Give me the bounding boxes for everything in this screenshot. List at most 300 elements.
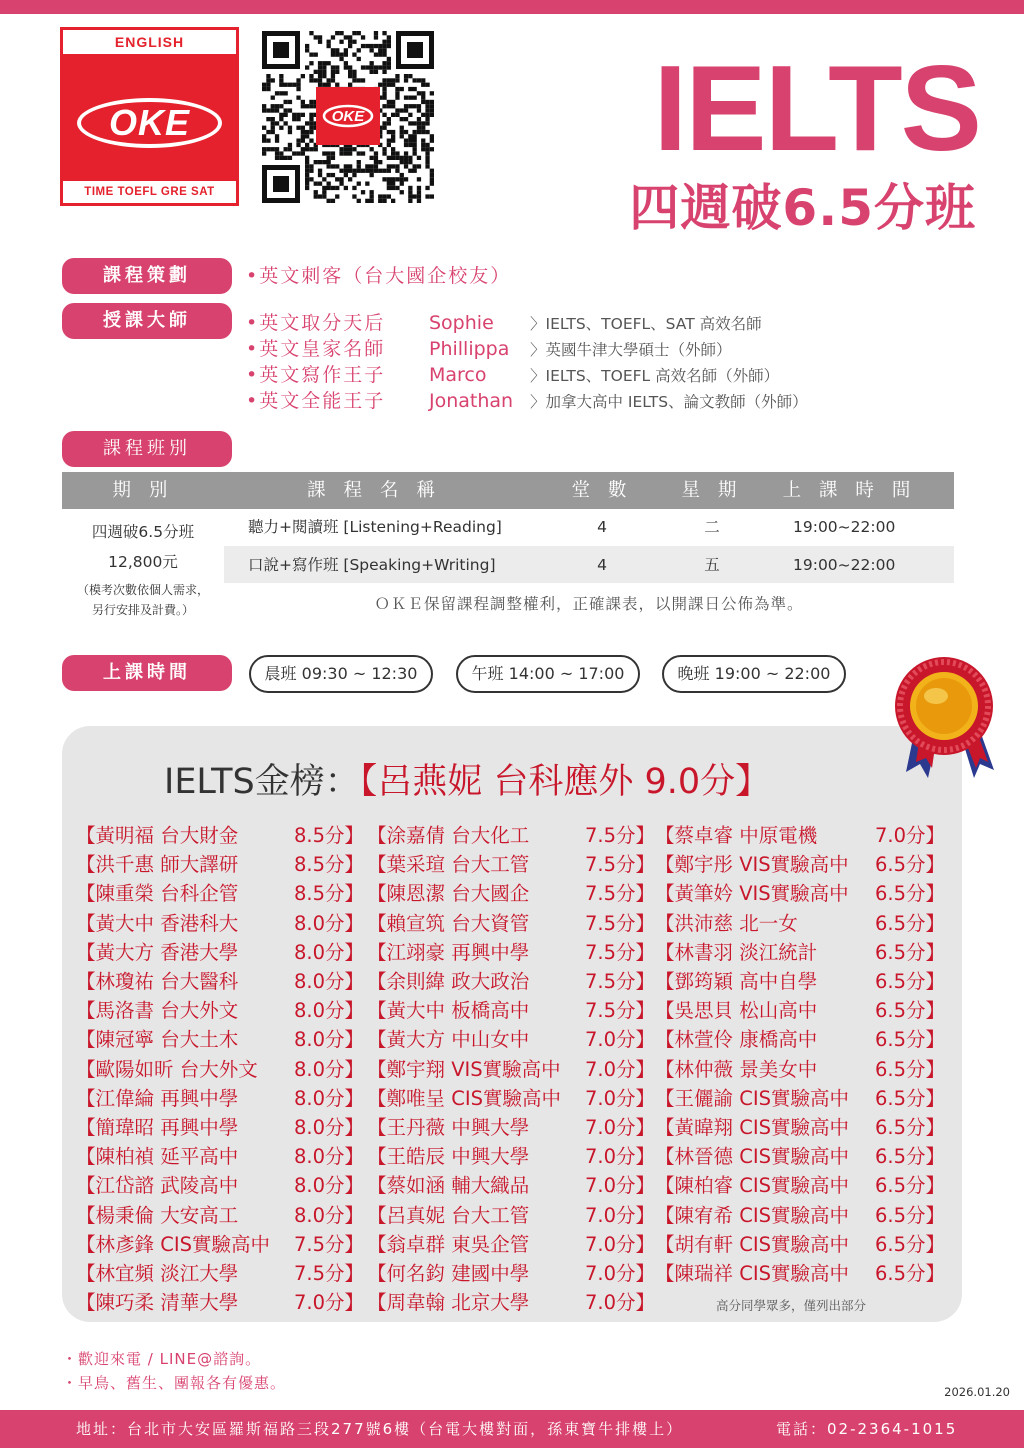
qr-module <box>348 177 352 181</box>
honor-entry <box>367 1055 655 1084</box>
qr-module <box>322 194 326 198</box>
qr-module <box>296 83 300 87</box>
qr-module <box>417 156 421 160</box>
qr-module <box>348 83 352 87</box>
qr-module <box>305 143 309 147</box>
honor-student: 【陳冠寧 台大土木 <box>76 1028 239 1052</box>
qr-module <box>344 151 348 155</box>
qr-module <box>344 61 348 65</box>
qr-module <box>408 121 412 125</box>
qr-module <box>400 117 404 121</box>
qr-module <box>395 186 399 190</box>
honor-student: 【黃大中 板橋高中 <box>367 999 530 1023</box>
teacher-title: •英文皇家名師 <box>246 338 386 360</box>
honor-entry <box>76 1025 364 1054</box>
honor-entry <box>655 1201 945 1230</box>
qr-module <box>382 113 386 117</box>
honor-score: 7.5分】 <box>293 1262 364 1285</box>
qr-module <box>314 147 318 151</box>
honor-score: 6.5分】 <box>874 882 945 906</box>
qr-module <box>327 151 331 155</box>
qr-module <box>404 108 408 112</box>
qr-module <box>275 108 279 112</box>
honor-student: 【林宜頻 淡江大學 <box>76 1262 239 1285</box>
qr-module <box>266 117 270 121</box>
qr-module <box>425 160 429 164</box>
qr-module <box>357 160 361 164</box>
qr-module <box>391 83 395 87</box>
qr-module <box>404 104 408 108</box>
honor-student: 【黃大中 香港科大 <box>76 911 239 935</box>
qr-module <box>279 113 283 117</box>
honor-score: 6.5分】 <box>874 1203 945 1227</box>
qr-module <box>314 70 318 74</box>
qr-module <box>378 65 382 69</box>
qr-module <box>404 177 408 181</box>
qr-module <box>421 78 425 82</box>
qr-module <box>344 53 348 57</box>
qr-module <box>421 100 425 104</box>
qr-code[interactable] <box>262 31 434 203</box>
honor-student: 【黃明福 台大財金 <box>76 824 239 847</box>
honor-score: 7.0分】 <box>584 1145 655 1169</box>
qr-module <box>296 143 300 147</box>
qr-module <box>352 70 356 74</box>
honor-student: 【江偉綸 再興中學 <box>76 1086 239 1110</box>
logo-brand: OKE <box>77 98 222 148</box>
qr-module <box>271 104 275 108</box>
qr-module <box>361 44 365 48</box>
qr-module <box>266 83 270 87</box>
honor-entry <box>367 1142 655 1171</box>
qr-module <box>413 104 417 108</box>
qr-module <box>408 190 412 194</box>
honor-student: 【鄭宇彤 VIS實驗高中 <box>655 853 849 877</box>
honor-entry <box>367 1288 655 1317</box>
honor-score: 7.5分】 <box>584 882 655 906</box>
qr-module <box>387 78 391 82</box>
honor-student: 【林晉德 CIS實驗高中 <box>655 1145 849 1169</box>
qr-module <box>309 100 313 104</box>
qr-module <box>279 156 283 160</box>
teacher-title: •英文寫作王子 <box>246 364 386 386</box>
honor-score: 8.0分】 <box>293 970 364 993</box>
discount-note: ・早鳥、舊生、團報各有優惠。 <box>62 1374 287 1392</box>
qr-module <box>361 190 365 194</box>
honor-student: 【葉采瑄 台大工管 <box>367 853 530 877</box>
honor-score: 7.5分】 <box>584 940 655 964</box>
qr-module <box>408 139 412 143</box>
qr-module <box>284 83 288 87</box>
qr-module <box>421 91 425 95</box>
qr-module <box>382 40 386 44</box>
qr-module <box>262 83 266 87</box>
qr-module <box>348 151 352 155</box>
page-subtitle: 四週破6.5分班 <box>629 179 976 237</box>
qr-module <box>318 61 322 65</box>
qr-module <box>271 96 275 100</box>
qr-module <box>275 91 279 95</box>
qr-module <box>339 147 343 151</box>
qr-module <box>327 83 331 87</box>
qr-module <box>271 108 275 112</box>
qr-module <box>425 194 429 198</box>
qr-module <box>339 31 343 35</box>
qr-module <box>374 156 378 160</box>
qr-module <box>361 78 365 82</box>
qr-module <box>395 96 399 100</box>
qr-module <box>370 194 374 198</box>
qr-module <box>404 117 408 121</box>
teacher-desc: 〉IELTS、TOEFL 高效名師（外師） <box>530 367 780 385</box>
qr-module <box>408 186 412 190</box>
qr-module <box>387 44 391 48</box>
qr-module <box>296 139 300 143</box>
qr-module <box>327 186 331 190</box>
honor-student: 【黃大方 中山女中 <box>367 1028 530 1052</box>
qr-module <box>387 35 391 39</box>
qr-module <box>404 96 408 100</box>
qr-module <box>348 65 352 69</box>
qr-module <box>262 147 266 151</box>
qr-module <box>305 147 309 151</box>
qr-module <box>413 121 417 125</box>
qr-module <box>348 70 352 74</box>
qr-module <box>425 156 429 160</box>
honor-score: 7.0分】 <box>584 1262 655 1285</box>
qr-module <box>288 126 292 130</box>
honor-score: 7.0分】 <box>584 1028 655 1052</box>
qr-module <box>417 199 421 203</box>
honor-entry <box>655 821 945 850</box>
honor-student: 【陳柏睿 CIS實驗高中 <box>655 1174 849 1198</box>
qr-module <box>305 134 309 138</box>
qr-module <box>318 74 322 78</box>
qr-module <box>382 199 386 203</box>
qr-module <box>327 199 331 203</box>
qr-module <box>430 177 434 181</box>
qr-module <box>400 173 404 177</box>
qr-module <box>413 96 417 100</box>
qr-module <box>344 169 348 173</box>
qr-module <box>382 78 386 82</box>
honor-score: 8.0分】 <box>293 1057 364 1081</box>
qr-module <box>425 113 429 117</box>
qr-module <box>352 31 356 35</box>
qr-module <box>391 151 395 155</box>
honor-student: 【翁卓群 東吳企管 <box>367 1232 530 1256</box>
honor-entry <box>367 1171 655 1200</box>
qr-module <box>387 143 391 147</box>
qr-module <box>271 126 275 130</box>
honor-student: 【何名鈞 建國中學 <box>367 1262 530 1285</box>
qr-module <box>404 78 408 82</box>
qr-module <box>425 104 429 108</box>
qr-module <box>365 169 369 173</box>
qr-module <box>327 160 331 164</box>
qr-module <box>357 199 361 203</box>
qr-module <box>417 91 421 95</box>
phone-text[interactable]: 電話：02-2364-1015 <box>776 1420 958 1438</box>
qr-module <box>408 160 412 164</box>
qr-module <box>305 156 309 160</box>
qr-module <box>344 48 348 52</box>
qr-module <box>327 78 331 82</box>
honor-entry <box>76 1113 364 1142</box>
qr-module <box>292 151 296 155</box>
course-time: 19:00~22:00 <box>793 518 896 536</box>
qr-module <box>275 147 279 151</box>
qr-module <box>421 83 425 87</box>
qr-module <box>374 164 378 168</box>
honor-score: 7.5分】 <box>584 853 655 877</box>
qr-module <box>417 78 421 82</box>
honor-entry <box>367 996 655 1025</box>
qr-module <box>279 78 283 82</box>
honor-score: 6.5分】 <box>874 1116 945 1139</box>
qr-module <box>339 169 343 173</box>
honor-entry <box>76 1171 364 1200</box>
qr-module <box>365 182 369 186</box>
qr-module <box>400 190 404 194</box>
oke-logo <box>60 27 239 206</box>
qr-module <box>430 182 434 186</box>
qr-module <box>322 65 326 69</box>
qr-module <box>352 53 356 57</box>
honor-entry <box>655 1230 945 1259</box>
honor-entry <box>655 850 945 879</box>
qr-module <box>331 199 335 203</box>
qr-module <box>404 74 408 78</box>
honor-score: 8.0分】 <box>293 1203 364 1227</box>
honor-entry <box>367 967 655 996</box>
qr-module <box>309 169 313 173</box>
qr-module <box>408 134 412 138</box>
qr-module <box>348 169 352 173</box>
qr-module <box>305 164 309 168</box>
honor-student: 【呂真妮 台大工管 <box>367 1203 530 1227</box>
qr-module <box>391 147 395 151</box>
honor-student: 【簡瑋昭 再興中學 <box>76 1116 239 1139</box>
qr-module <box>279 104 283 108</box>
qr-module <box>309 31 313 35</box>
honor-student: 【王皓辰 中興大學 <box>367 1145 530 1169</box>
qr-module <box>395 151 399 155</box>
qr-module <box>413 143 417 147</box>
qr-module <box>395 164 399 168</box>
contact-note: ・歡迎來電 / LINE@諮詢。 <box>62 1350 262 1368</box>
qr-module <box>408 143 412 147</box>
price-note-line: 另行安排及計費。） <box>91 603 194 617</box>
qr-module <box>288 83 292 87</box>
qr-module <box>378 169 382 173</box>
qr-module <box>352 74 356 78</box>
qr-module <box>266 87 270 91</box>
honor-score: 8.5分】 <box>293 853 364 877</box>
qr-module <box>387 65 391 69</box>
qr-module <box>318 40 322 44</box>
qr-module <box>370 190 374 194</box>
qr-module <box>335 177 339 181</box>
qr-module <box>400 182 404 186</box>
qr-module <box>348 74 352 78</box>
qr-module <box>387 100 391 104</box>
honor-score: 7.0分】 <box>584 1232 655 1256</box>
qr-module <box>395 177 399 181</box>
qr-module <box>318 35 322 39</box>
qr-module <box>387 130 391 134</box>
qr-module <box>344 164 348 168</box>
qr-module <box>275 151 279 155</box>
course-day: 五 <box>704 556 720 574</box>
teacher-desc: 〉英國牛津大學碩士（外師） <box>530 341 732 359</box>
qr-module <box>395 108 399 112</box>
qr-module <box>408 74 412 78</box>
qr-module <box>370 147 374 151</box>
qr-module <box>408 199 412 203</box>
qr-module <box>266 108 270 112</box>
header-time: 上 課 時 間 <box>782 480 917 501</box>
qr-module <box>339 177 343 181</box>
qr-module <box>413 87 417 91</box>
qr-module <box>370 61 374 65</box>
qr-module <box>301 139 305 143</box>
honor-score: 7.5分】 <box>584 824 655 847</box>
qr-module <box>378 160 382 164</box>
honor-score: 8.0分】 <box>293 1086 364 1110</box>
qr-module <box>309 164 313 168</box>
qr-module <box>271 130 275 134</box>
header-course-name: 課 程 名 稱 <box>307 480 441 501</box>
honor-entry <box>367 909 655 938</box>
qr-module <box>391 182 395 186</box>
qr-module <box>322 190 326 194</box>
honor-student: 【陳柏禎 延平高中 <box>76 1145 239 1169</box>
qr-module <box>365 44 369 48</box>
honor-score: 6.5分】 <box>874 970 945 993</box>
qr-module <box>331 186 335 190</box>
qr-module <box>288 156 292 160</box>
qr-module <box>357 78 361 82</box>
qr-module <box>266 78 270 82</box>
qr-module <box>391 100 395 104</box>
qr-module <box>391 134 395 138</box>
qr-module <box>421 113 425 117</box>
qr-module <box>370 164 374 168</box>
honor-score: 6.5分】 <box>874 999 945 1023</box>
honor-score: 7.0分】 <box>584 1174 655 1198</box>
honor-entry <box>76 1288 364 1317</box>
qr-module <box>309 126 313 130</box>
honor-score: 6.5分】 <box>874 1262 945 1285</box>
qr-module <box>413 134 417 138</box>
honor-student: 【洪千惠 師大譯研 <box>76 853 239 877</box>
qr-module <box>262 151 266 155</box>
afternoon-slot: 午班 14:00 ~ 17:00 <box>456 655 640 693</box>
qr-module <box>331 74 335 78</box>
qr-module <box>314 194 318 198</box>
qr-module <box>374 151 378 155</box>
honor-score: 7.0分】 <box>584 1086 655 1110</box>
qr-module <box>404 156 408 160</box>
qr-module <box>288 143 292 147</box>
qr-module <box>352 78 356 82</box>
honor-score: 7.5分】 <box>293 1232 364 1256</box>
qr-module <box>275 121 279 125</box>
evening-slot: 晚班 19:00 ~ 22:00 <box>662 655 846 693</box>
qr-module <box>352 147 356 151</box>
qr-module <box>417 108 421 112</box>
qr-module <box>417 194 421 198</box>
qr-module <box>331 173 335 177</box>
qr-module <box>417 130 421 134</box>
honor-entry <box>76 1230 364 1259</box>
qr-module <box>400 177 404 181</box>
honor-student: 【林瓊祐 台大醫科 <box>76 970 239 993</box>
honor-entry <box>655 1084 945 1113</box>
qr-module <box>327 61 331 65</box>
qr-module <box>266 130 270 134</box>
planning-value: •英文刺客（台大國企校友） <box>246 265 512 287</box>
qr-module <box>309 147 313 151</box>
qr-module <box>262 108 266 112</box>
qr-module <box>391 139 395 143</box>
honor-student: 【馬洛書 台大外文 <box>76 999 239 1023</box>
qr-module <box>400 130 404 134</box>
qr-module <box>417 121 421 125</box>
qr-module <box>400 156 404 160</box>
qr-module <box>382 121 386 125</box>
qr-module <box>374 70 378 74</box>
teacher-desc: 〉加拿大高中 IELTS、論文教師（外師） <box>530 393 808 411</box>
qr-module <box>318 70 322 74</box>
qr-module <box>430 173 434 177</box>
qr-module <box>284 108 288 112</box>
qr-module <box>417 117 421 121</box>
qr-module <box>301 100 305 104</box>
qr-module <box>382 53 386 57</box>
qr-module <box>309 177 313 181</box>
qr-module <box>352 169 356 173</box>
qr-module <box>408 156 412 160</box>
qr-module <box>357 48 361 52</box>
planning-label: 課程策劃 <box>62 258 232 294</box>
honor-entry <box>367 1201 655 1230</box>
qr-module <box>408 194 412 198</box>
teacher-row <box>246 310 886 336</box>
qr-module <box>352 40 356 44</box>
qr-module <box>288 130 292 134</box>
qr-module <box>339 40 343 44</box>
qr-module <box>382 87 386 91</box>
qr-module <box>348 40 352 44</box>
qr-module <box>400 134 404 138</box>
teacher-name: Jonathan <box>429 390 514 412</box>
qr-module <box>301 134 305 138</box>
qr-module <box>331 70 335 74</box>
qr-module <box>382 48 386 52</box>
qr-module <box>357 169 361 173</box>
qr-module <box>382 151 386 155</box>
qr-module <box>331 65 335 69</box>
qr-module <box>365 65 369 69</box>
qr-module <box>339 53 343 57</box>
qr-module <box>387 194 391 198</box>
qr-module <box>309 117 313 121</box>
qr-module <box>271 78 275 82</box>
qr-module <box>391 130 395 134</box>
qr-module <box>408 113 412 117</box>
